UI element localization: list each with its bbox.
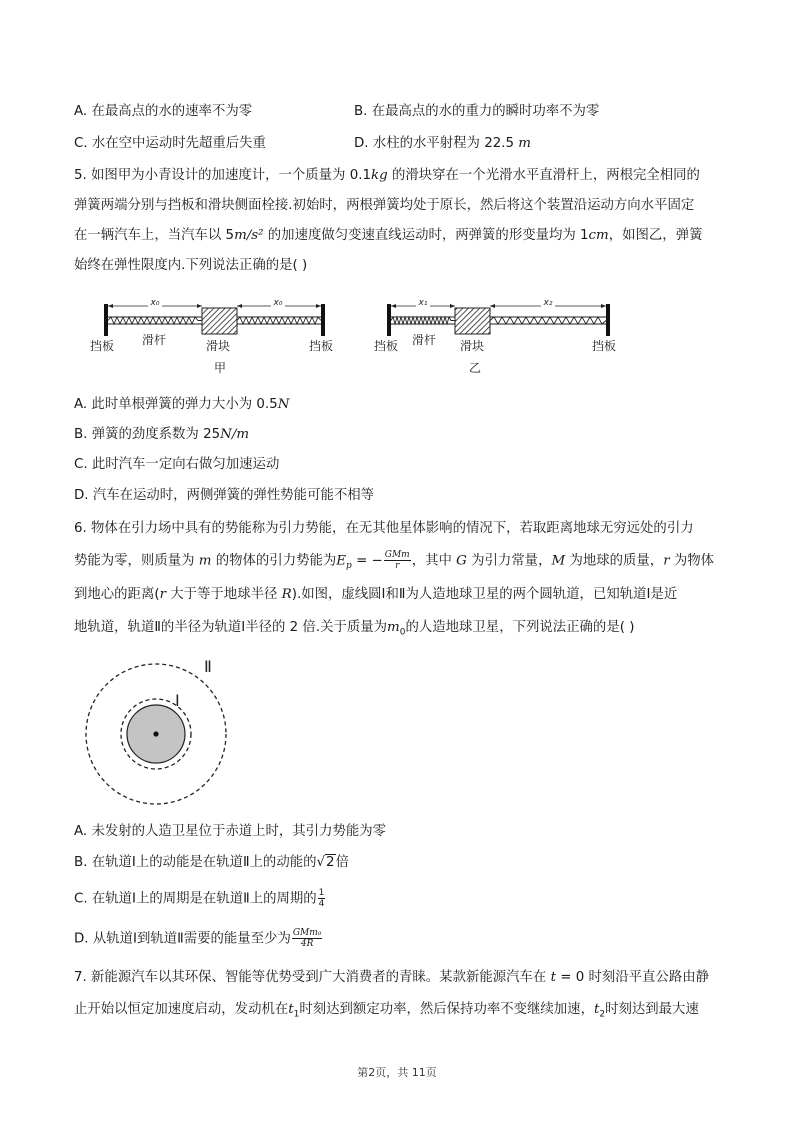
- q6-line-4: 地轨道，轨道Ⅱ的半径为轨道Ⅰ半径的 2 倍.关于质量为$m_0$的人造地球卫星，下列说法正确的是( ): [74, 620, 635, 638]
- yi-rod-label: 滑杆: [412, 333, 437, 347]
- q6-option-c: C. 在轨道Ⅰ上的周期是在轨道Ⅱ上的周期的 $\frac{1}{4}$: [74, 888, 325, 909]
- jia-right-wall: [321, 304, 325, 336]
- yi-slider-label: 滑块: [460, 339, 485, 353]
- jia-right-spring: [237, 317, 321, 324]
- earth-center-dot: [153, 731, 158, 736]
- q6-option-a: A. 未发射的人造卫星位于赤道上时，其引力势能为零: [74, 824, 387, 839]
- q5-option-d: D. 汽车在运动时，两侧弹簧的弹性势能可能不相等: [74, 488, 375, 503]
- yi-x1-label: x₁: [418, 298, 428, 308]
- q4-option-d: D. 水柱的水平射程为 22.5 m: [354, 136, 531, 151]
- orbit-ii-label: Ⅱ: [204, 657, 212, 676]
- jia-x0-left-label: x₀: [150, 298, 160, 308]
- yi-wall-right-label: 挡板: [592, 339, 617, 353]
- jia-wall-right-label: 挡板: [309, 339, 334, 353]
- jia-wall-left-label: 挡板: [90, 339, 115, 353]
- q4-option-b: B. 在最高点的水的重力的瞬时功率不为零: [354, 104, 600, 119]
- jia-rod-label: 滑杆: [142, 333, 167, 347]
- yi-right-wall: [606, 304, 610, 336]
- yi-x2-label: x₂: [543, 298, 553, 308]
- q5-option-b: B. 弹簧的劲度系数为 25N/m: [74, 427, 250, 442]
- yi-left-spring: [391, 317, 455, 324]
- page-footer: 第2页，共 11页: [357, 1066, 437, 1079]
- period-fraction: $\frac{1}{4}$: [318, 888, 325, 909]
- figure-yi: [374, 298, 616, 375]
- ep-fraction: $\frac{\text{GMm}}{r}$: [384, 550, 410, 571]
- q7-line-1: 7. 新能源汽车以其环保、智能等优势受到广大消费者的青睐。某款新能源汽车在 t = 0 时刻沿平直公路由静: [74, 970, 709, 985]
- q5-option-a: A. 此时单根弹簧的弹力大小为 0.5N: [74, 397, 290, 412]
- q5-line-2: 弹簧两端分别与挡板和滑块侧面栓接.初始时，两根弹簧均处于原长，然后将这个装置沿运动方向水平固定: [74, 198, 695, 213]
- q6-option-d: D. 从轨道Ⅰ到轨道Ⅱ需要的能量至少为 $\frac{\text{GMm₀}}{4R}$: [74, 928, 322, 949]
- orbit-i-label: Ⅰ: [175, 691, 180, 710]
- yi-wall-left-label: 挡板: [374, 339, 399, 353]
- yi-right-spring: [490, 317, 606, 324]
- jia-x0-right-label: x₀: [273, 298, 283, 308]
- jia-left-spring: [108, 317, 202, 324]
- q6-orbit-figure: [80, 652, 240, 812]
- jia-slider-block: [202, 308, 237, 334]
- jia-slider-label: 滑块: [206, 339, 231, 353]
- q5-option-c: C. 此时汽车一定向右做匀加速运动: [74, 457, 280, 472]
- q5-figure: [90, 290, 650, 386]
- q6-line-1: 6. 物体在引力场中具有的势能称为引力势能，在无其他星体影响的情况下，若取距离地球无穷远处的引力: [74, 521, 694, 536]
- q7-line-2: 止开始以恒定加速度启动，发动机在$t_1$时刻达到额定功率，然后保持功率不变继续加速，$t_2$时刻达到最大速: [74, 1002, 699, 1020]
- q6-line-2: 势能为零，则质量为 m 的物体的引力势能为$E_p$ = − $\frac{\text{GMm}}{r}$ ，其中 G 为引力常量，M 为地球的质量，r 为物体: [74, 550, 715, 572]
- jia-caption: 甲: [213, 361, 227, 375]
- q4-option-a: A. 在最高点的水的速率不为零: [74, 104, 253, 119]
- q5-line-4: 始终在弹性限度内.下列说法正确的是( ): [74, 258, 308, 273]
- yi-caption: 乙: [468, 361, 482, 375]
- q6-line-3: 到地心的距离(r 大于等于地球半径 R).如图，虚线圆Ⅰ和Ⅱ为人造地球卫星的两个圆轨道，已知轨道Ⅰ是近: [74, 587, 678, 602]
- yi-slider-block: [455, 308, 490, 334]
- q5-line-3: 在一辆汽车上，当汽车以 5m/s² 的加速度做匀变速直线运动时，两弹簧的形变量均为 1cm，如图乙，弹簧: [74, 228, 703, 243]
- energy-fraction: $\frac{\text{GMm₀}}{4R}$: [292, 928, 322, 949]
- figure-jia: [90, 298, 333, 375]
- jia-left-wall: [104, 304, 108, 336]
- q4-option-c: C. 水在空中运动时先超重后失重: [74, 136, 266, 151]
- q6-option-b: B. 在轨道Ⅰ上的动能是在轨道Ⅱ上的动能的√2倍: [74, 855, 349, 870]
- q5-line-1: 5. 如图甲为小青设计的加速度计，一个质量为 0.1kg 的滑块穿在一个光滑水平直滑杆上，两根完全相同的: [74, 168, 700, 183]
- yi-left-wall: [387, 304, 391, 336]
